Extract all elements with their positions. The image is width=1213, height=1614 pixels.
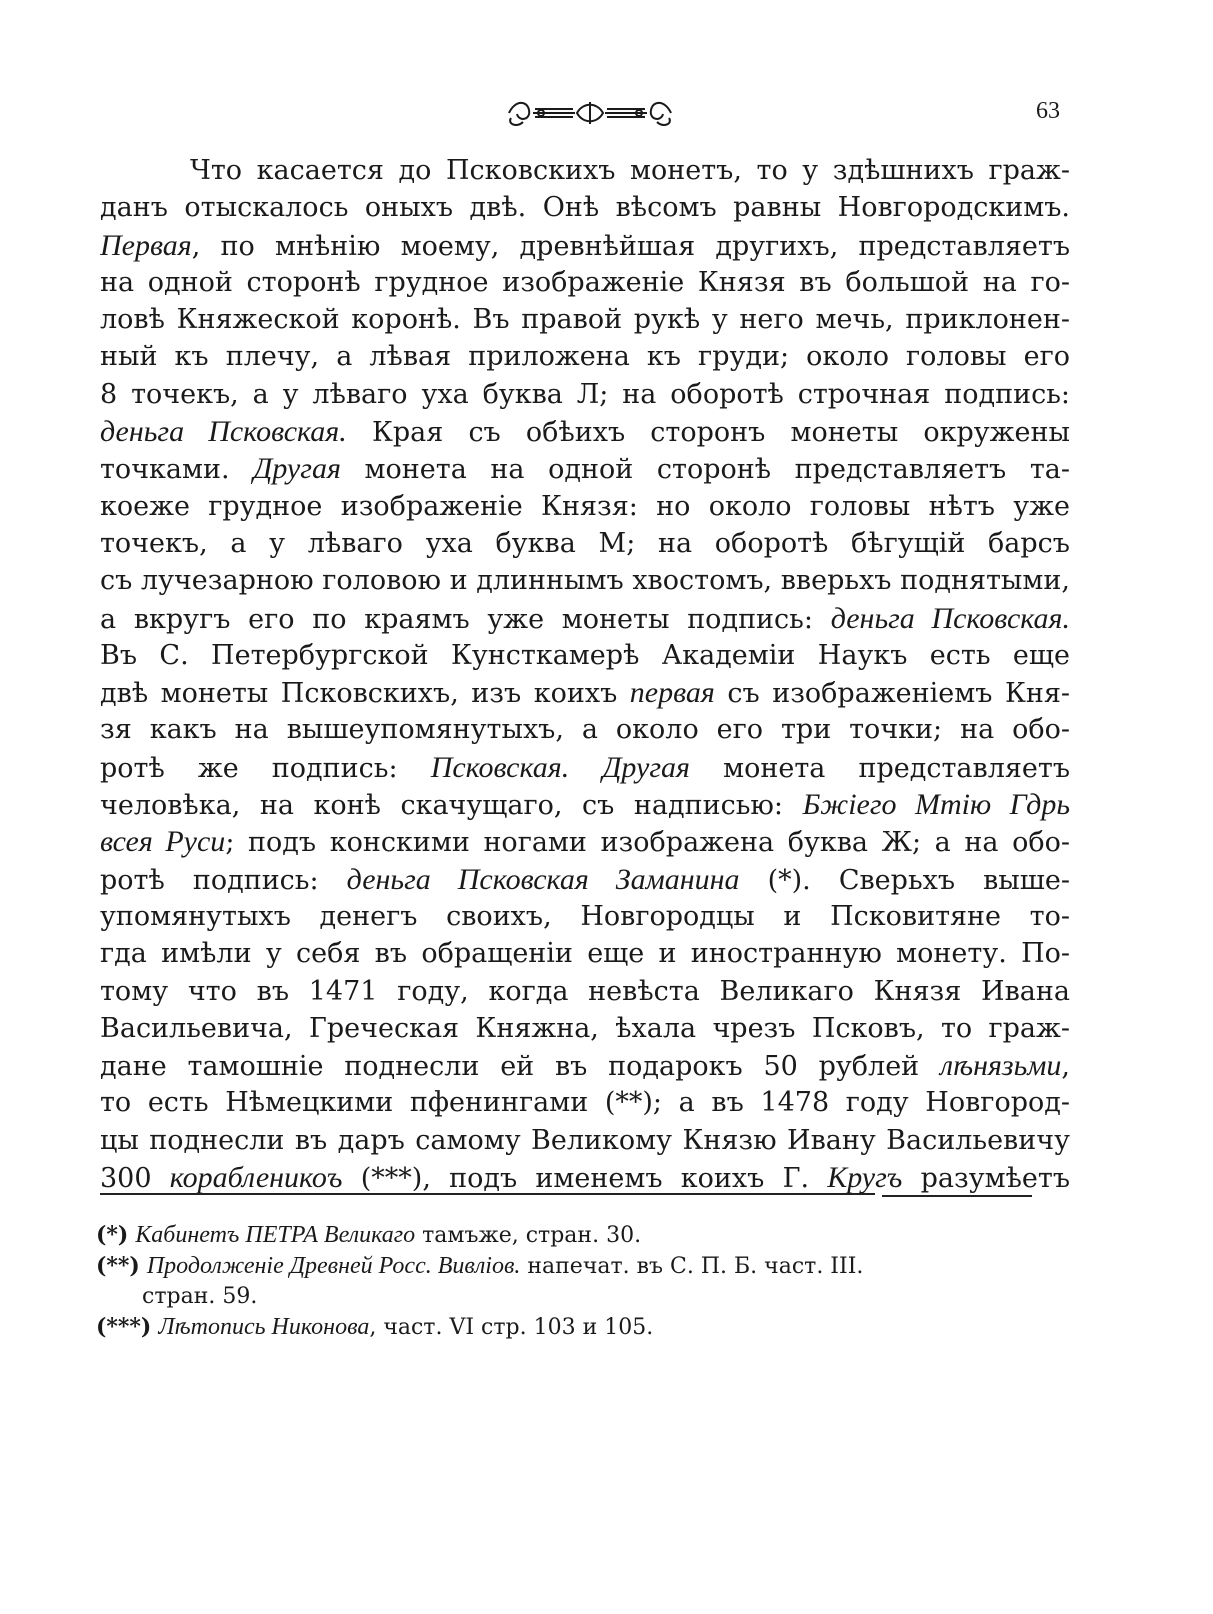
text-line (100, 711, 1070, 748)
italic-text: Кругъ (827, 1161, 903, 1195)
footnote-text: напечат. въ С. П. Б. част. III. (520, 1254, 864, 1279)
text-run: съ лучезарною головою и длиннымъ хвостомъ, вверьхъ поднятыми, (100, 565, 1070, 597)
italic-text: Псковская. (430, 750, 570, 784)
text-line (100, 338, 1070, 375)
text-run: на одной сторонѣ грудное изображеніе Князя въ большой на го- (100, 266, 1070, 298)
text-line (100, 562, 1070, 599)
text-run: монета представляетъ (690, 752, 1070, 784)
text-run: , по мнѣнію моему, древнѣйшая другихъ, представляетъ (191, 230, 1070, 262)
footnote-text (140, 1254, 147, 1279)
text-line (100, 488, 1070, 525)
text-run: ротѣ подпись: (100, 864, 347, 896)
header-ornament (505, 96, 675, 130)
footnote (96, 1312, 1056, 1343)
italic-text: Бжіего Мтію Гдрь (802, 788, 1070, 822)
italic-text: Другая (602, 750, 690, 784)
text-run: 300 (100, 1163, 170, 1195)
text-run: зя какъ на вышеупомянутыхъ, а около его три точки; на обо- (100, 714, 1070, 746)
footnote-separator-short (882, 1195, 1032, 1197)
text-line (100, 1047, 1070, 1084)
text-run: , (1061, 1051, 1070, 1083)
text-run: ловѣ Княжеской коронѣ. Въ правой рукѣ у него мечь, приклонен- (100, 304, 1070, 336)
italic-text: лѣнязьми (939, 1049, 1062, 1083)
text-run: ротѣ же подпись: (100, 752, 431, 784)
text-line (100, 674, 1070, 711)
text-line (100, 749, 1070, 786)
text-line (100, 600, 1070, 637)
text-run: точекъ, а у лѣваго уха буква М; на оборотѣ бѣгущій барсъ (100, 527, 1070, 559)
text-run: 8 точекъ, а у лѣваго уха буква Л; на оборотѣ строчная подпись: (100, 378, 1070, 410)
text-line (100, 189, 1070, 226)
text-run: человѣка, на конѣ скачущаго, съ надписью: (100, 790, 803, 822)
text-run: (***), подъ именемъ коихъ Г. (342, 1163, 828, 1195)
text-line (100, 376, 1070, 413)
italic-text: всея Руси (100, 825, 226, 859)
italic-text: Первая (100, 228, 192, 262)
text-line (100, 227, 1070, 264)
text-run: тому что въ 1471 году, когда невѣста Великаго Князя Ивана (100, 975, 1070, 1007)
text-run: Что касается до Псковскихъ монетъ, то у здѣшнихъ граж- (190, 155, 1070, 186)
footnote-italic: Кабинетъ ПЕТРА Великаго (135, 1222, 416, 1248)
footnote-italic: Лѣтопись Никонова (158, 1314, 370, 1340)
italic-text: деньга Псковская. (830, 601, 1070, 635)
text-line (100, 861, 1070, 898)
text-line (100, 823, 1070, 860)
footnote-mark: (*) (96, 1222, 129, 1248)
text-line (100, 935, 1070, 972)
footnote-text: , част. VI стр. 103 и 105. (369, 1315, 654, 1340)
footnote (96, 1251, 1056, 1282)
text-line (100, 1010, 1070, 1047)
text-run: монета на одной сторонѣ представляетъ та- (340, 454, 1070, 486)
text-line (100, 152, 1070, 189)
footnotes (96, 1220, 1056, 1343)
footnote-mark: (**) (96, 1253, 140, 1279)
text-run: то есть Нѣмецкими пфенингами (**); а въ 1478 году Новгород- (100, 1087, 1070, 1119)
text-run: Васильевича, Греческая Княжна, ѣхала чрезъ Псковъ, то граж- (100, 1012, 1070, 1044)
text-run: упомянутыхъ денегъ своихъ, Новгородцы и Псковитяне то- (100, 900, 1070, 932)
text-run: Въ С. Петербургской Кунсткамерѣ Академіи Наукъ есть еще (100, 639, 1070, 671)
italic-text: Другая (253, 452, 341, 486)
text-line (100, 264, 1070, 301)
italic-text: первая (629, 676, 715, 710)
text-run: цы поднесли въ даръ самому Великому Князю Ивану Васильевичу (100, 1124, 1070, 1156)
text-run: двѣ монеты Псковскихъ, изъ коихъ (100, 678, 630, 710)
footnote-continuation: стран. 59. (142, 1284, 258, 1309)
italic-text: деньга Псковская. (100, 415, 347, 449)
text-line (100, 1159, 1070, 1196)
text-run: а вкругъ его по краямъ уже монеты подпись: (100, 603, 831, 635)
footnote-separator (100, 1193, 875, 1195)
text-line (100, 1084, 1070, 1121)
text-line (100, 413, 1070, 450)
text-run: разумѣетъ (902, 1163, 1070, 1195)
text-line (100, 973, 1070, 1010)
text-line (100, 786, 1070, 823)
footnote (96, 1220, 1056, 1251)
italic-text: деньга Псковская Заманина (346, 862, 740, 896)
text-run: съ изображеніемъ Кня- (714, 678, 1070, 710)
italic-text: корабленикоъ (169, 1161, 343, 1195)
text-run: ; подъ конскими ногами изображена буква Ж; а на обо- (225, 827, 1070, 859)
text-run: (*). Сверьхъ выше- (739, 864, 1070, 896)
text-line (100, 898, 1070, 935)
footnote-mark: (***) (96, 1314, 152, 1340)
text-run: Края съ обѣихъ сторонъ монеты окружены (346, 417, 1070, 449)
page-number: 63 (1036, 98, 1060, 124)
text-line (100, 450, 1070, 487)
text-run: коеже грудное изображеніе Князя: но около головы нѣтъ уже (100, 490, 1070, 522)
text-line (100, 1122, 1070, 1159)
footnote-italic: Продолженіе Древней Росс. Вивліов. (146, 1253, 521, 1279)
main-text (100, 152, 1070, 1196)
text-line (100, 301, 1070, 338)
text-run (569, 753, 602, 784)
footnote-text: тамъже, стран. 30. (415, 1223, 642, 1248)
text-line (100, 525, 1070, 562)
text-run: гда имѣли у себя въ обращеніи еще и иностранную монету. По- (100, 938, 1070, 970)
text-run: точками. (100, 454, 254, 486)
text-run: данъ отыскалось оныхъ двѣ. Онѣ вѣсомъ равны Новгородскимъ. (100, 192, 1070, 224)
text-line (100, 637, 1070, 674)
text-run: дане тамошніе поднесли ей въ подарокъ 50 рублей (100, 1051, 940, 1083)
text-run: ный къ плечу, а лѣвая приложена къ груди; около головы его (100, 341, 1070, 373)
